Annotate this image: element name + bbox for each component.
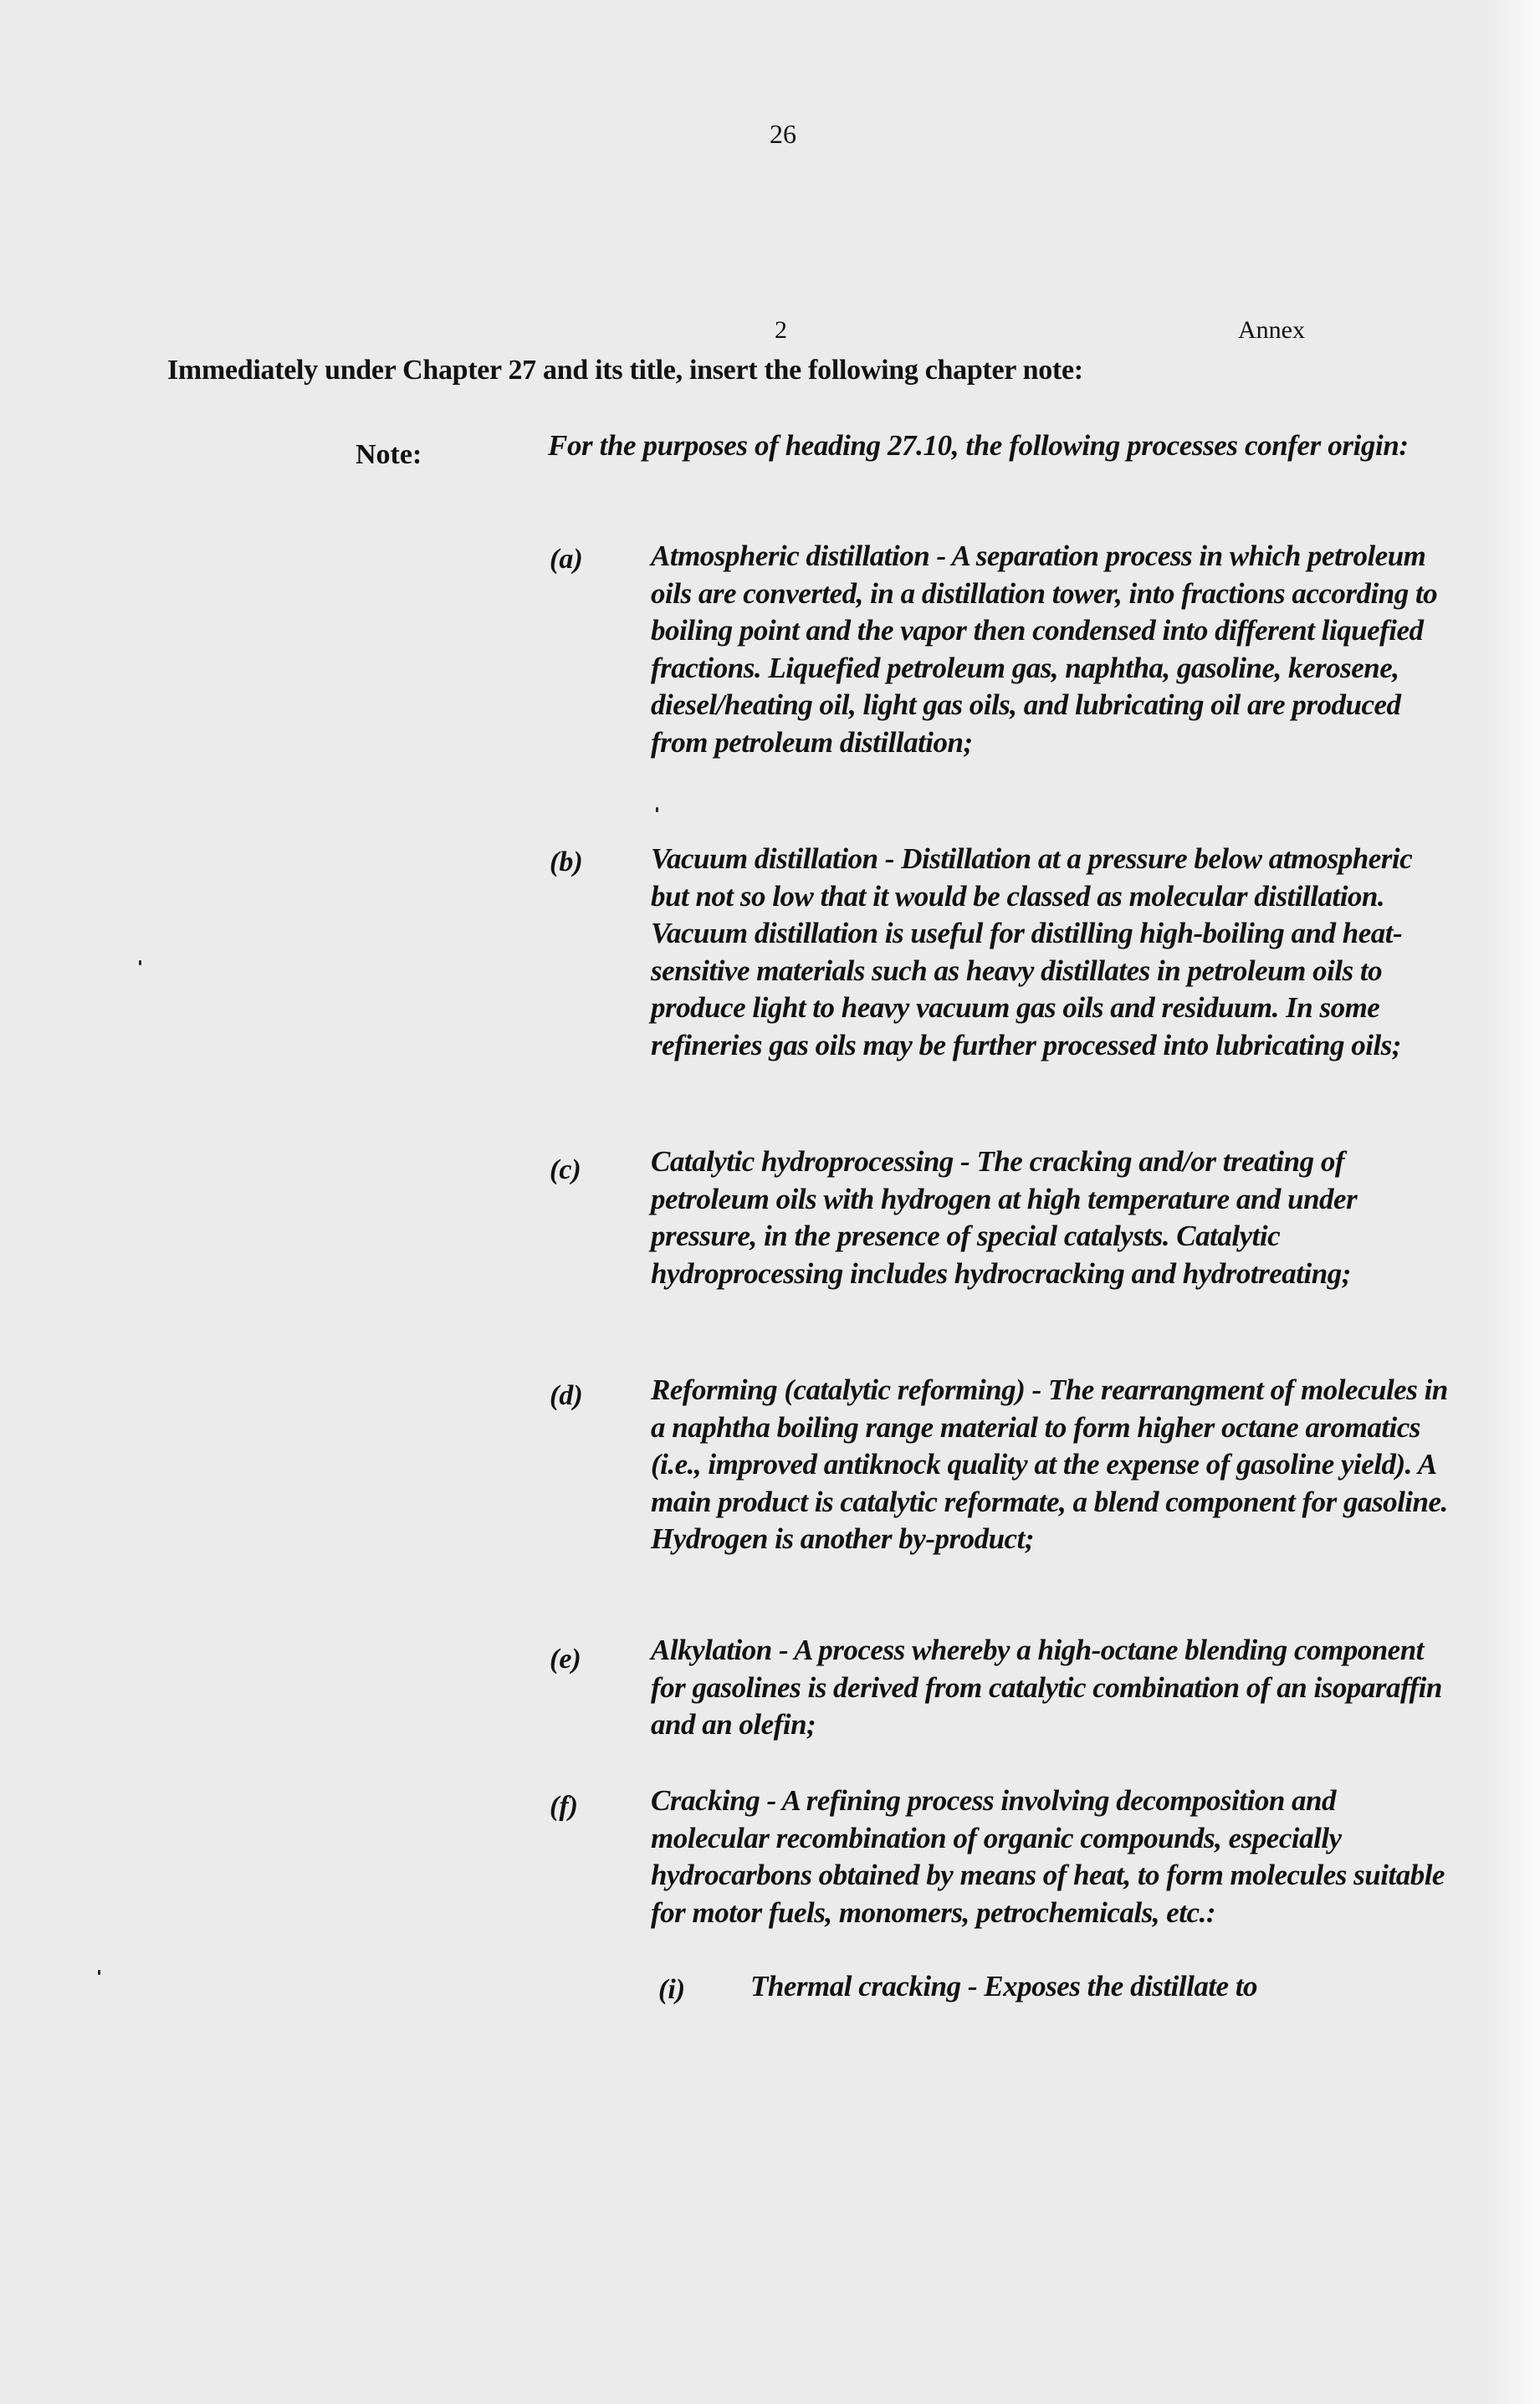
note-label: Note: (356, 439, 422, 470)
instruction-heading: Immediately under Chapter 27 and its title, insert the following chapter note: (167, 355, 1083, 386)
item-label-e: (e) (550, 1644, 581, 1675)
item-label-b: (b) (550, 847, 583, 877)
scan-speck (139, 960, 141, 965)
item-text-d: Reforming (catalytic reforming) - The rearrangment of molecules in a naphtha boiling range material to form higher octane aromatics (i.e., improved antiknock quality at the expense of gasoline yield). A main product is catalytic reformate, a blend component for gasoline. Hydrogen is another by-product; (651, 1373, 1448, 1555)
subitem-text-i: Thermal cracking - Exposes the distillate to (750, 1970, 1258, 2002)
subitem-label-i: (i) (658, 1974, 686, 2005)
note-intro: For the purposes of heading 27.10, the following processes confer origin: (548, 429, 1409, 462)
item-text-f: Cracking - A refining process involving decomposition and molecular recombination of organic compounds, especially hydrocarbons obtained by means of heat, to form molecules suitable for motor fuels, monomers, petrochemicals, etc.: (651, 1784, 1445, 1929)
scan-speck (656, 807, 658, 812)
sub-page-number: 2 (775, 316, 787, 344)
item-text-b: Vacuum distillation - Distillation at a pressure below atmospheric but not so low that it would be classed as molecular distillation. Vacuum distillation is useful for distilling high-boiling and heat-sensitive materials such as heavy distillates in petroleum oils to produce light to heavy vacuum gas oils and residuum. In some refineries gas oils may be further processed into lubricating oils; (651, 842, 1413, 1061)
page-edge-shadow (1481, 0, 1540, 2404)
item-text-e: Alkylation - A process whereby a high-octane blending component for gasolines is derived from catalytic combination of an isoparaffin and an olefin; (651, 1634, 1442, 1741)
scan-speck (98, 1970, 100, 1975)
annex-label: Annex (1238, 316, 1305, 344)
item-label-f: (f) (550, 1791, 578, 1822)
item-label-d: (d) (550, 1380, 583, 1411)
page-number: 26 (770, 119, 796, 149)
item-label-c: (c) (550, 1154, 581, 1185)
item-text-a: Atmospheric distillation - A separation process in which petroleum oils are converted, in a distillation tower, into fractions according to boiling point and the vapor then condensed into different liquefied fractions. Liquefied petroleum gas, naphtha, gasoline, kerosene, diesel/heating oil, light gas oils, and lubricating oil are produced from petroleum distillation; (651, 540, 1438, 759)
item-label-a: (a) (550, 544, 583, 575)
item-text-c: Catalytic hydroprocessing - The cracking and/or treating of petroleum oils with hydrogen at high temperature and under pressure, in the presence of special catalysts. Catalytic hydroprocessing includes hydrocracking and hydrotreating; (651, 1145, 1358, 1290)
